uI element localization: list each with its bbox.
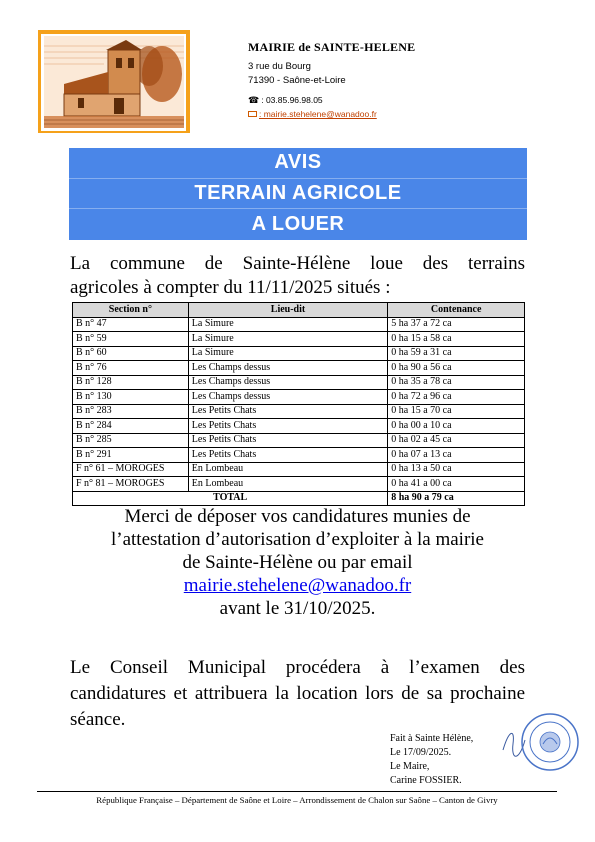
cell-section: B n° 76 [73, 361, 189, 376]
table-header-row [73, 303, 525, 318]
cell-contenance: 0 ha 13 a 50 ca [388, 462, 525, 477]
total-label: TOTAL [73, 491, 388, 506]
address-line2: 71390 - Saône-et-Loire [248, 75, 346, 86]
cell-lieu-dit: En Lombeau [188, 477, 387, 492]
phone-icon: ☎ [248, 95, 260, 105]
cell-section: B n° 60 [73, 346, 189, 361]
footer-divider [37, 791, 557, 792]
cell-contenance: 0 ha 07 a 13 ca [388, 448, 525, 463]
candidature-deadline: avant le 31/10/2025. [219, 598, 376, 619]
table-row [73, 346, 525, 361]
cell-section: F n° 61 – MOROGES [73, 462, 189, 477]
church-logo-icon [44, 36, 184, 128]
cell-contenance: 0 ha 72 a 96 ca [388, 390, 525, 405]
banner-line-louer: A LOUER [251, 212, 345, 235]
cell-lieu-dit: Les Petits Chats [188, 404, 387, 419]
table-row [73, 404, 525, 419]
cell-contenance: 0 ha 90 a 56 ca [388, 361, 525, 376]
cell-section: B n° 284 [73, 419, 189, 434]
cell-contenance: 0 ha 00 a 10 ca [388, 419, 525, 434]
cell-section: B n° 130 [73, 390, 189, 405]
address-line1: 3 rue du Bourg [248, 61, 311, 72]
table-row [73, 361, 525, 376]
cell-section: B n° 283 [73, 404, 189, 419]
email-line[interactable] [248, 107, 415, 121]
signature-place: Fait à Sainte Hélène, [390, 733, 474, 744]
candidature-paragraph [60, 505, 535, 620]
table-row [73, 375, 525, 390]
table-total-row [73, 491, 525, 506]
phone-number: : 03.85.96.98.05 [261, 95, 323, 105]
table-row [73, 390, 525, 405]
cell-lieu-dit: La Simure [188, 332, 387, 347]
title-banner [69, 148, 527, 240]
total-value: 8 ha 90 a 79 ca [388, 491, 525, 506]
intro-line2: agricoles à compter du 11/11/2025 situés : [70, 277, 391, 298]
banner-line-terrain: TERRAIN AGRICOLE [69, 179, 527, 210]
table-row [73, 462, 525, 477]
header-section: Section n° [73, 303, 189, 318]
banner-line-avis: AVIS [69, 148, 527, 179]
cell-lieu-dit: Les Petits Chats [188, 433, 387, 448]
table-row [73, 332, 525, 347]
cell-section: B n° 128 [73, 375, 189, 390]
cell-section: B n° 285 [73, 433, 189, 448]
mairie-header [248, 40, 415, 121]
cell-contenance: 0 ha 35 a 78 ca [388, 375, 525, 390]
header-contenance: Contenance [388, 303, 525, 318]
cell-section: B n° 291 [73, 448, 189, 463]
cell-contenance: 0 ha 59 a 31 ca [388, 346, 525, 361]
header-lieu-dit: Lieu-dit [188, 303, 387, 318]
cell-lieu-dit: En Lombeau [188, 462, 387, 477]
mail-icon [248, 111, 257, 117]
cell-lieu-dit: Les Champs dessus [188, 361, 387, 376]
candidature-email-link[interactable]: mairie.stehelene@wanadoo.fr [183, 575, 412, 596]
phone-line [248, 93, 415, 107]
intro-line1: La commune de Sainte-Hélène loue des terrains [70, 253, 525, 274]
cell-contenance: 0 ha 02 a 45 ca [388, 433, 525, 448]
cell-lieu-dit: La Simure [188, 317, 387, 332]
conseil-paragraph: Le Conseil Municipal procédera à l’examen des candidatures et attribuera la location lors de sa prochaine séance. [70, 657, 525, 730]
cell-contenance: 0 ha 15 a 70 ca [388, 404, 525, 419]
intro-paragraph [70, 252, 525, 300]
mairie-title: MAIRIE de SAINTE-HELENE [248, 40, 416, 54]
cell-section: B n° 59 [73, 332, 189, 347]
signature-date: Le 17/09/2025. [390, 747, 452, 758]
cell-contenance: 5 ha 37 a 72 ca [388, 317, 525, 332]
table-row [73, 433, 525, 448]
cell-lieu-dit: La Simure [188, 346, 387, 361]
table-row [73, 448, 525, 463]
footer-text: République Française – Département de Saône et Loire – Arrondissement de Chalon sur Saône – Canton de Givry [96, 795, 498, 805]
table-row [73, 419, 525, 434]
candidature-line2: l’attestation d’autorisation d’exploiter à la mairie [110, 529, 484, 550]
candidature-line3: de Sainte-Hélène ou par email [182, 552, 413, 573]
cell-section: F n° 81 – MOROGES [73, 477, 189, 492]
candidature-line1: Merci de déposer vos candidatures munies de [124, 506, 471, 527]
official-stamp-icon [495, 710, 585, 775]
signature-role: Le Maire, [390, 761, 430, 772]
table-row [73, 477, 525, 492]
mairie-logo [38, 30, 190, 133]
cell-contenance: 0 ha 41 a 00 ca [388, 477, 525, 492]
cell-contenance: 0 ha 15 a 58 ca [388, 332, 525, 347]
signature-name: Carine FOSSIER. [390, 775, 462, 786]
cell-lieu-dit: Les Petits Chats [188, 419, 387, 434]
cell-lieu-dit: Les Champs dessus [188, 375, 387, 390]
signature-block [390, 732, 473, 788]
cell-section: B n° 47 [73, 317, 189, 332]
table-row [73, 317, 525, 332]
plots-table [72, 302, 525, 506]
header-email-link[interactable]: : mairie.stehelene@wanadoo.fr [259, 109, 377, 119]
cell-lieu-dit: Les Champs dessus [188, 390, 387, 405]
cell-lieu-dit: Les Petits Chats [188, 448, 387, 463]
